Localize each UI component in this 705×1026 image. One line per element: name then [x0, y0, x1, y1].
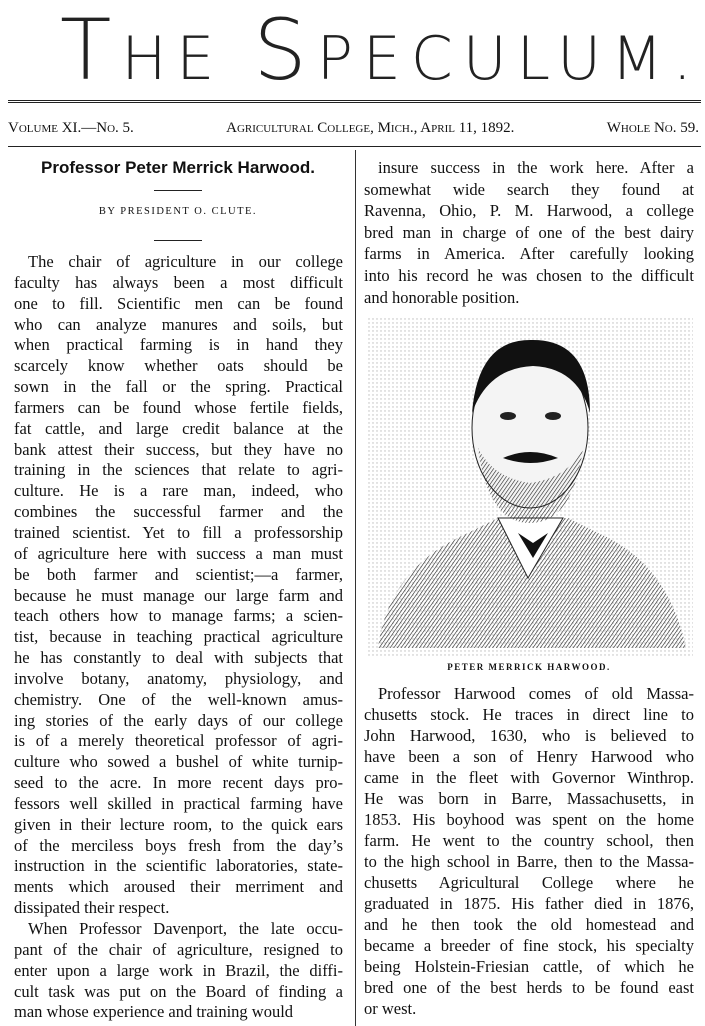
text-line: He was born in Barre, Massachusetts, in [364, 789, 694, 808]
issue-line [8, 120, 699, 140]
text-line: being Holstein-Friesian cattle, of which he [364, 957, 694, 976]
title-dash [154, 190, 202, 191]
article-title: Professor Peter Merrick Harwood. [41, 158, 315, 177]
text-line: of agriculture here with success a man must [14, 543, 343, 563]
text-line: one to fill. Scientific men can be found [14, 293, 343, 313]
text-line: John Harwood, 1630, who is believed to [364, 726, 694, 745]
text-line: ments which aroused their merriment and [14, 877, 343, 897]
text-line: and honorable position. [364, 287, 520, 307]
text-line: ing stories of the early days of our college [14, 710, 343, 730]
text-line: bank attest their success, but they have no [14, 439, 343, 459]
text-line: because he must manage our large farm and [14, 585, 343, 605]
text-line: to the high school in Barre, then to the Massa- [364, 852, 694, 871]
text-line: 1853. His boyhood was spent on the home [364, 810, 694, 829]
text-line: man whose experience and training would [14, 1002, 294, 1022]
portrait-caption: PETER MERRICK HARWOOD. [447, 662, 611, 672]
text-line: dissipated their respect. [14, 898, 170, 918]
text-line: involve botany, anatomy, physiology, and [14, 668, 343, 688]
text-line: have been a son of Henry Harwood who [364, 747, 694, 766]
text-line: and he then took the old homestead and [364, 915, 694, 934]
masthead-rule [8, 100, 701, 103]
text-line: instruction in the scientific laboratories, state- [14, 856, 343, 876]
text-line: into his record he was chosen to the difficult [364, 265, 694, 285]
text-line: enter upon a large work in Brazil, the diffi- [14, 960, 343, 980]
text-line: or west. [364, 999, 417, 1018]
text-line: scarcely know whether oats should be [14, 356, 343, 376]
text-line: The chair of agriculture in our college [28, 252, 343, 271]
right-column-top-text [364, 157, 694, 308]
text-line: farms in America. After carefully looking [364, 244, 694, 264]
column-divider [355, 150, 356, 1026]
portrait-engraving [368, 318, 693, 658]
text-line: teach others how to manage farms; a scien- [14, 606, 343, 626]
text-line: training in the sciences that relate to agri- [14, 460, 343, 480]
masthead-letters: HE [121, 24, 254, 94]
text-line: somewhat wide search they found at [364, 179, 694, 199]
masthead-title [60, 1, 702, 99]
text-line: seed to the acre. In more recent days pro- [14, 773, 343, 793]
text-line: pant of the chair of agriculture, resigned to [14, 939, 343, 959]
text-line: trained scientist. Yet to fill a professorship [14, 522, 343, 542]
masthead-letters: PECULUM. [316, 24, 702, 94]
text-line: sown in the fall or the spring. Practical [14, 377, 343, 397]
whole-number: Whole No. 59. [606, 120, 699, 136]
text-line: who can analyze manures and soils, but [14, 314, 343, 334]
text-line: When Professor Davenport, the late occu- [28, 919, 343, 938]
text-line: farm. He went to the country school, then [364, 831, 694, 850]
article-byline: BY PRESIDENT O. CLUTE. [98, 206, 258, 217]
text-line: fat cattle, and large credit balance at the [14, 418, 343, 438]
text-line: culture who sowed a bushel of white turnip- [14, 752, 343, 772]
text-line: Ravenna, Ohio, P. M. Harwood, a college [364, 201, 694, 221]
text-line: tist, because in teaching practical agriculture [14, 627, 343, 647]
masthead-letter: S [253, 1, 317, 99]
text-line: bred man in charge of one of the best dairy [364, 222, 694, 242]
text-line: he has constantly to deal with subjects that [14, 648, 343, 668]
text-line: fessors well skilled in practical farming have [14, 793, 343, 813]
issue-rule [8, 146, 701, 147]
text-line: graduated in 1875. His father died in 1876, [364, 894, 694, 913]
text-line: Professor Harwood comes of old Massa- [378, 684, 694, 703]
masthead-letter: T [60, 1, 122, 99]
text-line: be both farmer and scientist;—a farmer, [14, 564, 343, 584]
text-line: faculty has always been a most difficult [14, 272, 343, 292]
text-line: bred one of the best herds to be found east [364, 978, 694, 997]
text-line: became a breeder of fine stock, his specialty [364, 936, 694, 955]
text-line: chemistry. One of the well-known amus- [14, 689, 343, 709]
text-line: came in the fleet with Governor Winthrop. [364, 768, 694, 787]
text-line: combines the successful farmer and the [14, 502, 343, 522]
text-line: is of a merely theoretical professor of agri- [14, 731, 343, 751]
byline-dash [154, 240, 202, 241]
text-line: of the merciless boys fresh from the day’s [14, 835, 343, 855]
volume-number: Volume XI.—No. 5. [8, 120, 134, 136]
text-line: farmers can be found whose fertile fields, [14, 397, 343, 417]
text-line: cult task was put on the Board of finding a [14, 981, 343, 1001]
text-line: when practical farming is in hand they [14, 335, 343, 355]
right-column-bottom-text [364, 683, 694, 1019]
text-line: culture. He is a rare man, indeed, who [14, 481, 343, 501]
text-line: chusetts Agricultural College where he [364, 873, 694, 892]
left-column-text [14, 252, 343, 1023]
text-line: insure success in the work here. After a [378, 158, 694, 177]
place-date: Agricultural College, Mich., April 11, 1892. [226, 120, 515, 136]
text-line: chusetts stock. He traces in direct line to [364, 705, 694, 724]
text-line: given in their lecture room, to the quick ears [14, 814, 343, 834]
